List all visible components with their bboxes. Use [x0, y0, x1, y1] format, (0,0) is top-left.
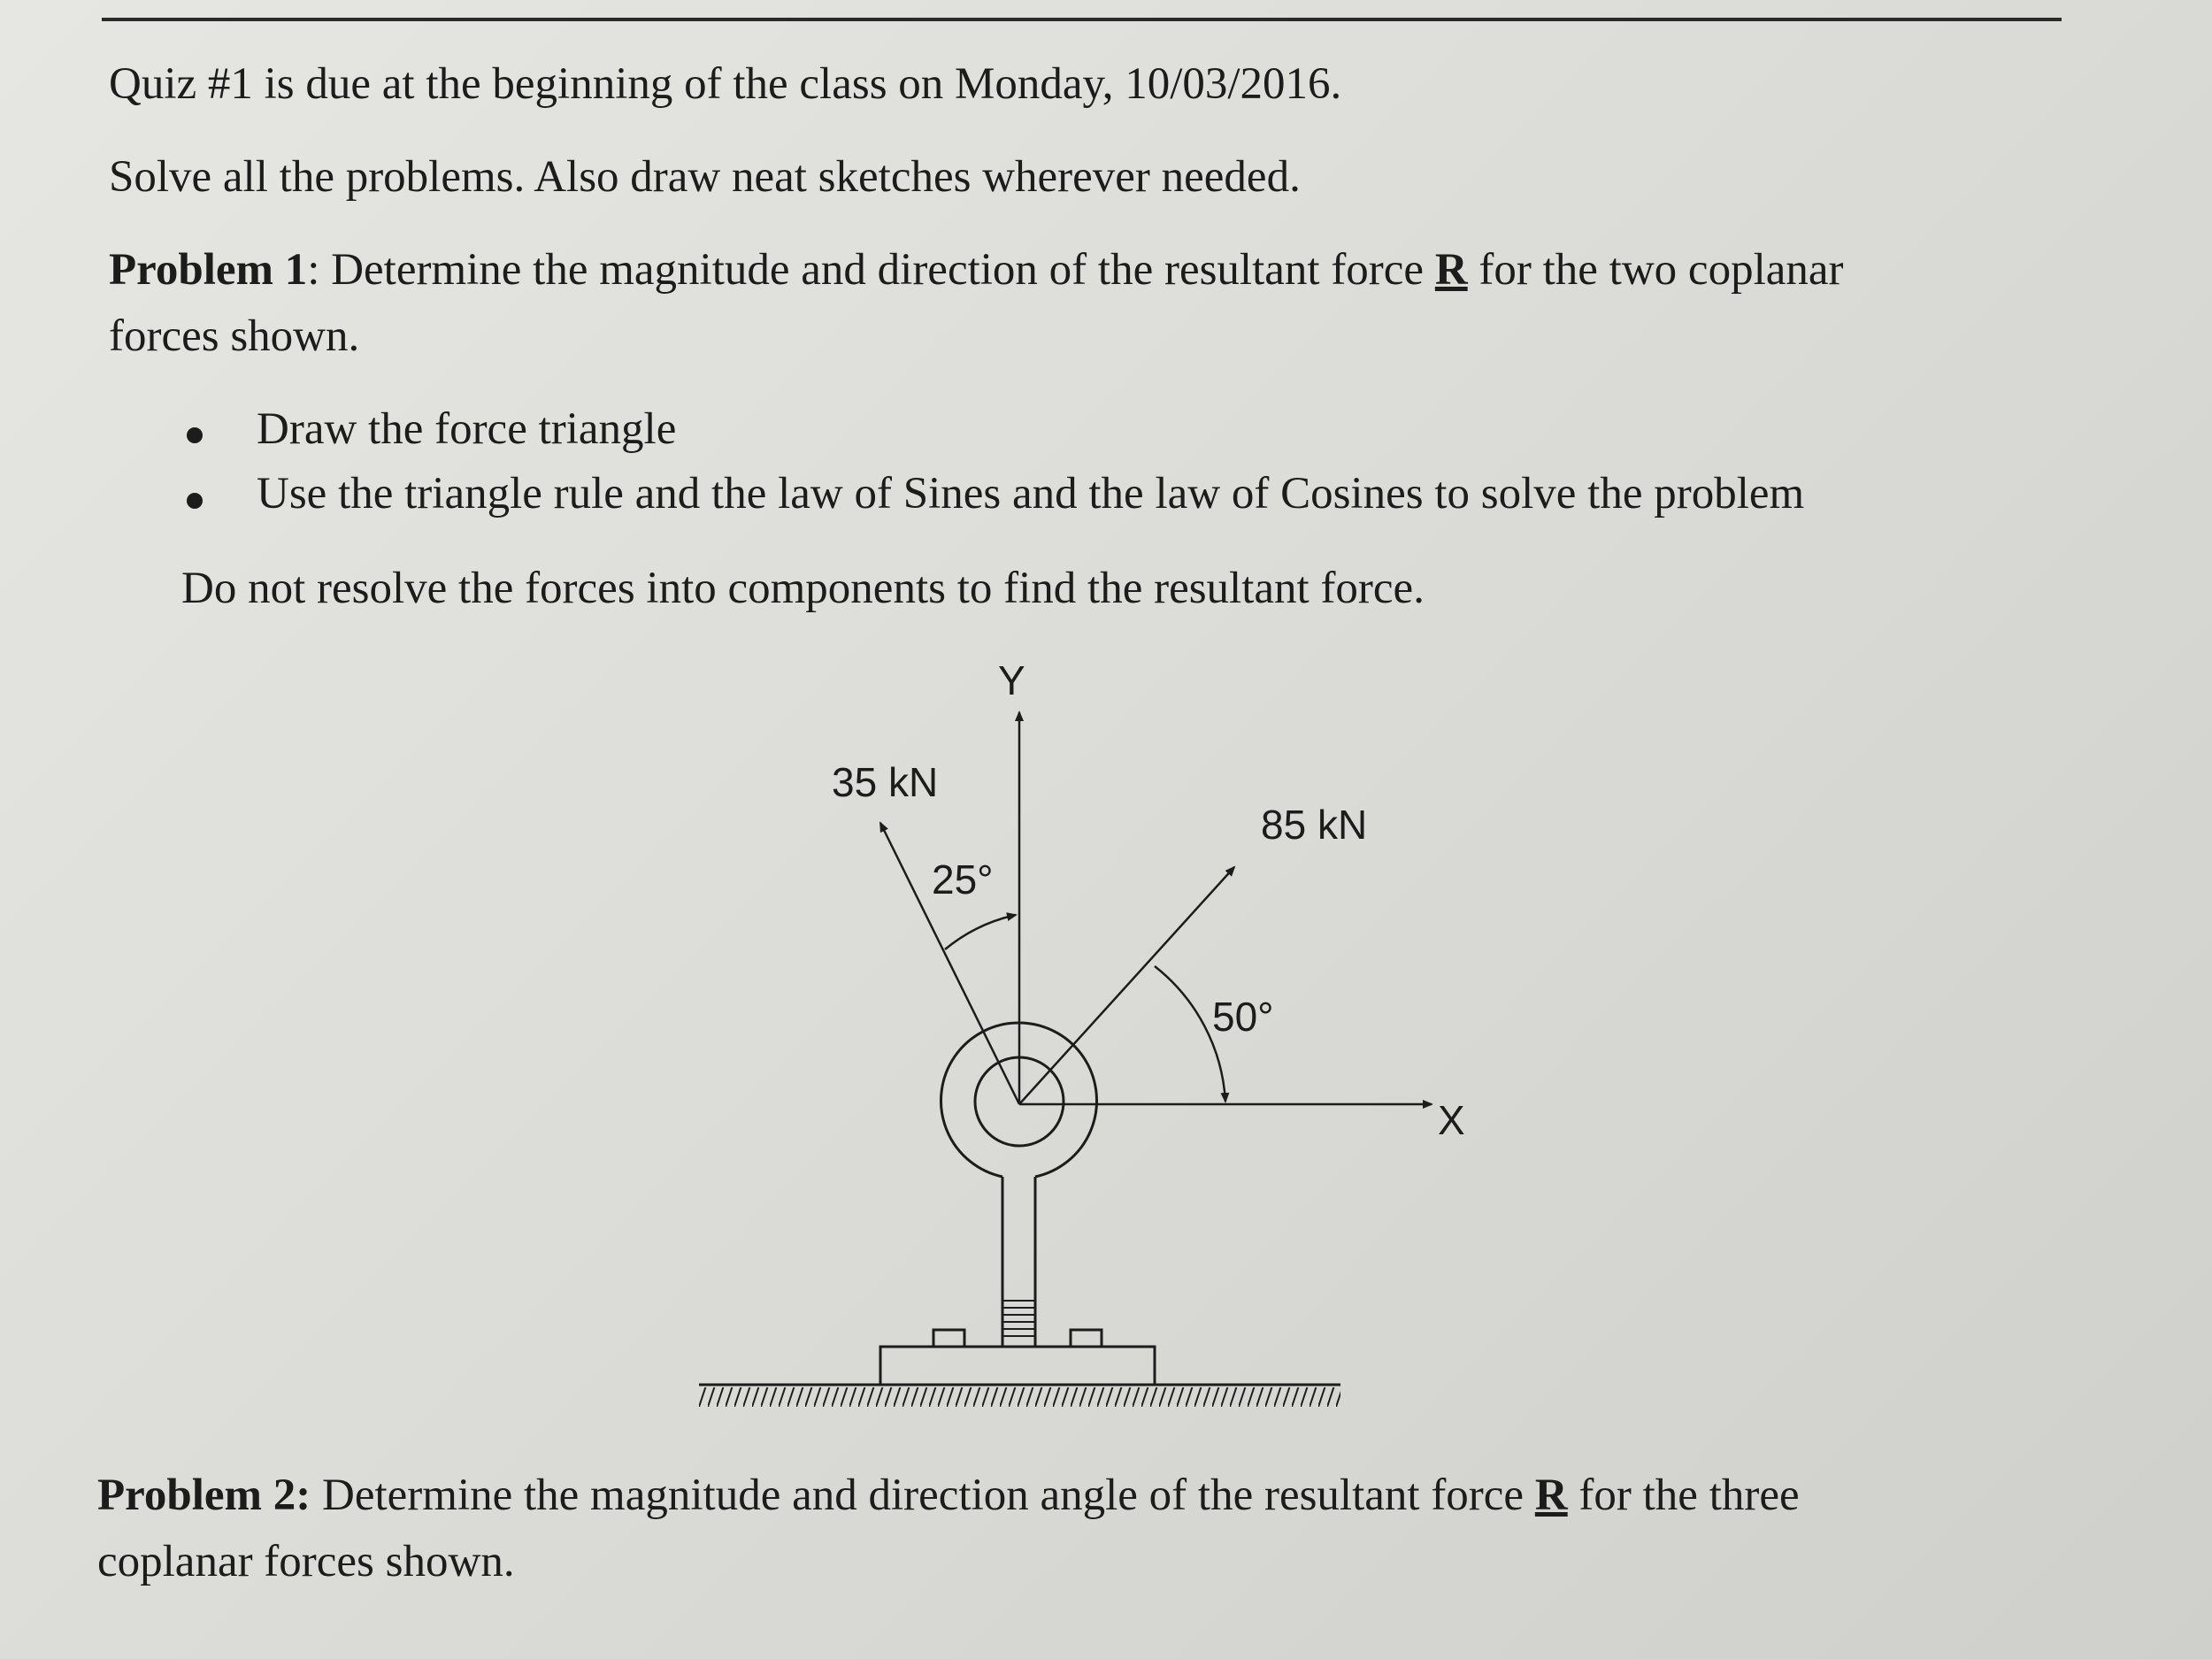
x-axis-label: X: [1438, 1097, 1465, 1143]
problem1-text-after-r: for the two coplanar: [1467, 245, 1844, 295]
angle-25-label: 25°: [932, 856, 994, 902]
ground-hatch: [699, 1387, 1340, 1407]
problem1-label: Problem 1: [109, 245, 308, 295]
problem2-text-before-r: Determine the magnitude and direction angle of the resultant force: [311, 1471, 1535, 1520]
bullet-item-1: Draw the force triangle: [257, 404, 677, 454]
problem2-resultant-r: R: [1534, 1471, 1568, 1520]
y-axis-label: Y: [998, 657, 1025, 703]
problem2-text-after-r: for the three: [1567, 1471, 1800, 1520]
bolt-right: [1071, 1330, 1102, 1347]
quiz-due-line: Quiz #1 is due at the beginning of the class on Monday, 10/03/2016.: [109, 59, 1342, 109]
bullet-item-2: Use the triangle rule and the law of Sines and the law of Cosines to solve the problem: [257, 469, 1805, 518]
base-plate: [880, 1347, 1155, 1385]
angle-50-label: 50°: [1212, 994, 1274, 1040]
problem2-label: Problem 2:: [97, 1471, 311, 1520]
problem1-note: Do not resolve the forces into components to find the resultant force.: [181, 564, 1425, 613]
problem2-heading-line: [97, 1473, 1800, 1518]
thread-marks: [1002, 1301, 1035, 1336]
force-85kn-arrow: [1019, 867, 1234, 1104]
force-35kn-label: 35 kN: [832, 759, 939, 805]
force-85kn-label: 85 kN: [1261, 802, 1368, 848]
angle-arc-25: [945, 915, 1016, 949]
instructions-line: Solve all the problems. Also draw neat sketches wherever needed.: [109, 152, 1301, 202]
bolt-left: [933, 1330, 964, 1347]
problem1-text-before-r: : Determine the magnitude and direction of the resultant force: [307, 245, 1435, 295]
problem1-resultant-r: R: [1434, 245, 1468, 295]
problem1-line2: forces shown.: [109, 311, 360, 361]
problem2-line2: coplanar forces shown.: [97, 1537, 515, 1586]
